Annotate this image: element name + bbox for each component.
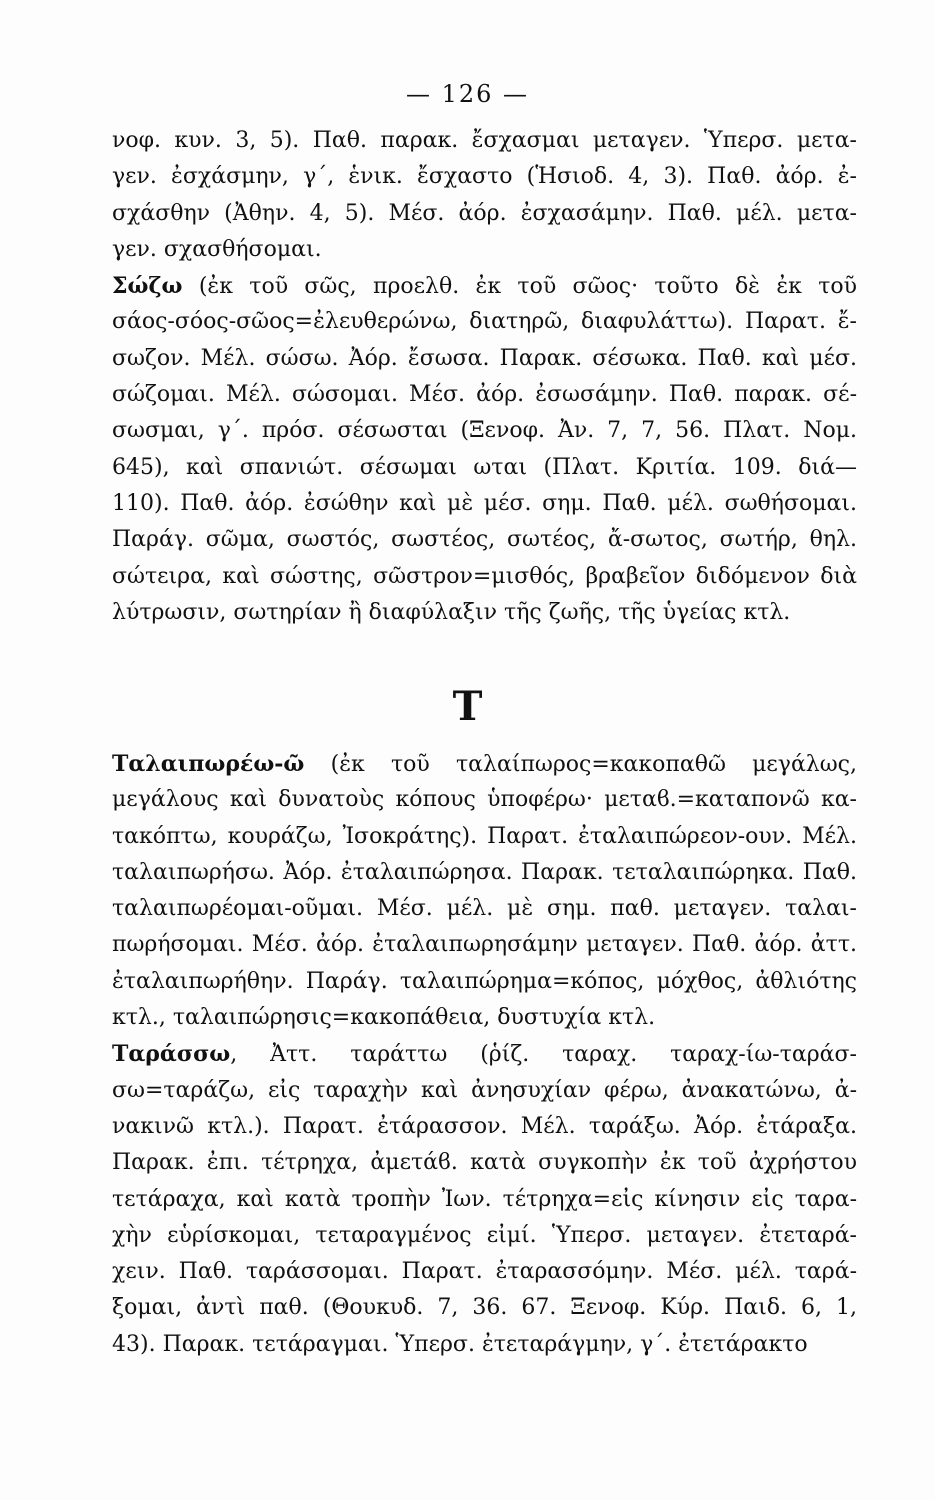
text-line: χὴν εὑρίσκομαι, τεταραγμένος εἰμί. Ὑπερσ. μεταγεν. ἐτεταρά- [112, 1222, 857, 1248]
headword-sozo: Σώζω [112, 273, 183, 300]
text-line: Παρακ. ἐπι. τέτρηχα, ἀμετάϐ. κατὰ συγκοπὴν ἐκ τοῦ ἀχρήστου [112, 1150, 857, 1176]
text-line: 110). Παθ. ἀόρ. ἐσώθην καὶ μὲ μέσ. σημ. Παθ. μέλ. σωθήσομαι. [112, 490, 857, 516]
text-line: μεγάλους καὶ δυνατοὺς κόπους ὑποφέρω· μεταϐ.=καταπονῶ κα- [112, 787, 857, 813]
text-line: νακινῶ κτλ.). Παρατ. ἐτάρασσον. Μέλ. ταράξω. Ἀόρ. ἐτάραξα. [112, 1113, 857, 1139]
text-line: 645), καὶ σπανιώτ. σέσωμαι ωται (Πλατ. Κριτία. 109. διά— [112, 454, 857, 480]
text-line: σχάσθην (Ἀθην. 4, 5). Μέσ. ἀόρ. ἐσχασάμην. Παθ. μέλ. μετα- [112, 200, 857, 226]
entry-line-tarasso [112, 1036, 857, 1072]
text-line: ταλαιπωρέομαι-οῦμαι. Μέσ. μέλ. μὲ σημ. παθ. μεταγεν. ταλαι- [112, 896, 857, 922]
text-line: ἐταλαιπωρήθην. Παράγ. ταλαιπώρημα=κόπος, μόχθος, ἀθλιότης [112, 968, 857, 994]
text-line: νοφ. κυν. 3, 5). Παθ. παρακ. ἔσχασμαι μεταγεν. Ὑπερσ. μετα- [112, 128, 857, 153]
headword-talaiporeo: Ταλαιπωρέω-ῶ [112, 751, 305, 777]
entry-text: , Ἀττ. ταράττω (ῥίζ. ταραχ. ταραχ-ίω-ταράσ- [230, 1042, 857, 1068]
text-line: σωσμαι, γ΄. πρόσ. σέσωσται (Ξενοφ. Ἀν. 7, 7, 56. Πλατ. Νομ. [112, 418, 857, 444]
text-line: κτλ., ταλαιπώρησις=κακοπάθεια, δυστυχία κτλ. [112, 1005, 656, 1031]
text-line: σώτειρα, καὶ σώστης, σῶστρον=μισθός, βραβεῖον διδόμενον διὰ [112, 563, 857, 589]
text-line: γεν. ἐσχάσμην, γ΄, ἑνικ. ἔσχαστο (Ἡσιοδ. 4, 3). Παθ. ἀόρ. ἐ- [112, 164, 857, 190]
entry-block-tau [112, 746, 857, 1363]
entry-text: (ἐκ τοῦ ταλαίπωρος=κακοπαθῶ μεγάλως, [304, 752, 857, 777]
text-line: σω=ταράζω, εἰς ταραχὴν καὶ ἀνησυχίαν φέρω, ἀνακατώνω, ἀ- [112, 1077, 857, 1103]
text-line: ταλαιπωρήσω. Ἀόρ. ἐταλαιπώρησα. Παρακ. τεταλαιπώρηκα. Παθ. [112, 859, 857, 885]
page-number: — 126 — [405, 80, 530, 108]
text-line: σωζον. Μέλ. σώσω. Ἀόρ. ἔσωσα. Παρακ. σέσωκα. Παθ. καὶ μέσ. [112, 345, 857, 371]
text-line: 43). Παρακ. τετάραγμαι. Ὑπερσ. ἐτεταράγμην, γ΄. ἐτετάρακτο [112, 1331, 808, 1357]
text-line: σάος-σόος-σῶος=ἐλευθερώνω, διατηρῶ, διαφυλάττω). Παρατ. ἔ- [112, 309, 857, 335]
text-line: σώζομαι. Μέλ. σώσομαι. Μέσ. ἀόρ. ἐσωσάμην. Παθ. παρακ. σέ- [112, 382, 857, 408]
text-line: τετάραχα, καὶ κατὰ τροπὴν Ἰων. τέτρηχα=εἰς κίνησιν εἰς ταρα- [112, 1186, 857, 1212]
text-line: Παράγ. σῶμα, σωστός, σωστέος, σωτέος, ἄ-σωτος, σωτήρ, θηλ. [112, 527, 857, 553]
entry-block-sigma [112, 123, 857, 631]
entry-line-sozo [112, 268, 857, 304]
entry-text: (ἐκ τοῦ σῶς, προελθ. ἐκ τοῦ σῶος· τοῦτο δὲ ἐκ τοῦ [182, 274, 857, 300]
text-line: πωρήσομαι. Μέσ. ἀόρ. ἐταλαιπωρησάμην μεταγεν. Παθ. ἀόρ. ἀττ. [112, 932, 857, 958]
text-line: ξομαι, ἀντὶ παθ. (Θουκυδ. 7, 36. 67. Ξενοφ. Κύρ. Παιδ. 6, 1, [112, 1295, 857, 1321]
text-line: γεν. σχασθήσομαι. [112, 236, 322, 262]
text-line: λύτρωσιν, σωτηρίαν ἢ διαφύλαξιν τῆς ζωῆς, τῆς ὑγείας κτλ. [112, 599, 791, 625]
entry-line-talaiporeo [112, 746, 857, 782]
text-line: τακόπτω, κουράζω, Ἰσοκράτης). Παρατ. ἐταλαιπώρεον-ουν. Μέλ. [112, 823, 857, 849]
headword-tarasso: Ταράσσω [112, 1041, 231, 1068]
text-line: χειν. Παθ. ταράσσομαι. Παρατ. ἐταρασσόμην. Μέσ. μέλ. ταρά- [112, 1259, 857, 1285]
section-letter-heading: Τ [452, 683, 483, 730]
